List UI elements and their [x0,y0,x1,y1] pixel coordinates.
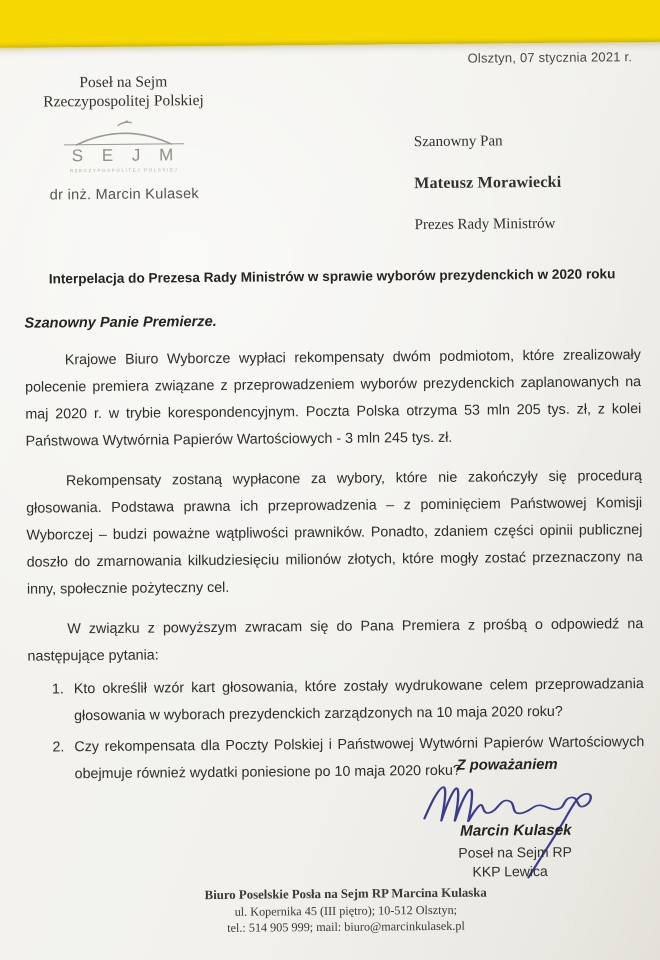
sender-title-line1: Poseł na Sejm [79,73,168,92]
recipient-salutation: Szanowny Pan [413,133,503,151]
office-footer [0,883,660,939]
sejm-dome-icon [64,119,184,146]
date-line: Olsztyn, 07 stycznia 2021 r. [467,49,633,66]
subject-line: Interpelacja do Prezesa Rady Ministrów w sprawie wyborów prezydenckich w 2020 roku [48,266,616,287]
sejm-logo [64,119,184,173]
sender-title-line2: Rzeczypospolitej Polskiej [43,92,204,111]
sejm-logo-word: S E J M [64,143,184,166]
sender-name: dr inż. Marcin Kulasek [49,186,200,204]
body-paragraph: Krajowe Biuro Wyborcze wypłaci rekompensaty dwóm podmiotom, które zrealizowały polecenie premiera związane z przeprowadzeniem wyborów prezydenckich zaplanowanych na maj 2020 r. w trybie korespondencyjnym. Poczta Polska otrzyma 53 mln 205 tys. zł, z kolei Państwowa Wytwórnia Papierów Wartościowych - 3 mln 245 tys. zł. [25,347,642,450]
question-item: 1. Kto określił wzór kart głosowania, które zostały wydrukowane celem przeprowadzania głosowania w wyborach prezydenckich zarządzonych na 10 maja 2020 roku? [68,671,644,730]
letter-paper-sheet [0,42,660,960]
footer-contact: tel.: 514 905 999; mail: biuro@marcinkulasek.pl [227,918,465,935]
sejm-logo-subtext: RZECZYPOSPOLITEJ POLSKIEJ [69,167,179,174]
recipient-title: Prezes Rady Ministrów [414,215,556,234]
valediction: Z poważaniem [456,756,558,774]
signer-club: KKP Lewica [472,862,548,880]
recipient-block [414,133,562,234]
body-paragraph: Rekompensaty zostaną wypłacone za wybory, które nie zakończyły się procedurą głosowania. Podstawa prawna ich przeprowadzenia – z pominięciem Państwowej Komisji Wyborczej – budzi poważne wątpliwości prawników. Ponadto, zdaniem części opinii publicznej doszło do zmarnowania kilkudziesięciu milionów złotych, które mogły zostać przeznaczony na inny, społecznie pożyteczny cel. [26,468,643,598]
footer-address: ul. Kopernika 45 (III piętro); 10-512 Olsztyn; [234,902,458,919]
footer-office-name: Biuro Poselskie Posła na Sejm RP Marcina Kulaska [204,885,487,903]
signer-name: Marcin Kulasek [460,821,572,840]
recipient-name: Mateusz Morawiecki [414,173,562,193]
letter-body [25,342,645,793]
body-paragraph: W związku z powyższym zwracam się do Pana Premiera z prośbą o odpowiedź na następujące pytania: [27,616,644,665]
signer-title: Poseł na Sejm RP [458,843,573,861]
question-item: 2. Czy rekompensata dla Poczty Polskiej i Państwowej Wytwórni Papierów Wartościowych obejmuje również wydatki poniesione po 10 maja 2020 roku? [68,729,644,788]
sender-letterhead [16,72,231,204]
greeting-line: Szanowny Panie Premierze. [24,313,217,332]
